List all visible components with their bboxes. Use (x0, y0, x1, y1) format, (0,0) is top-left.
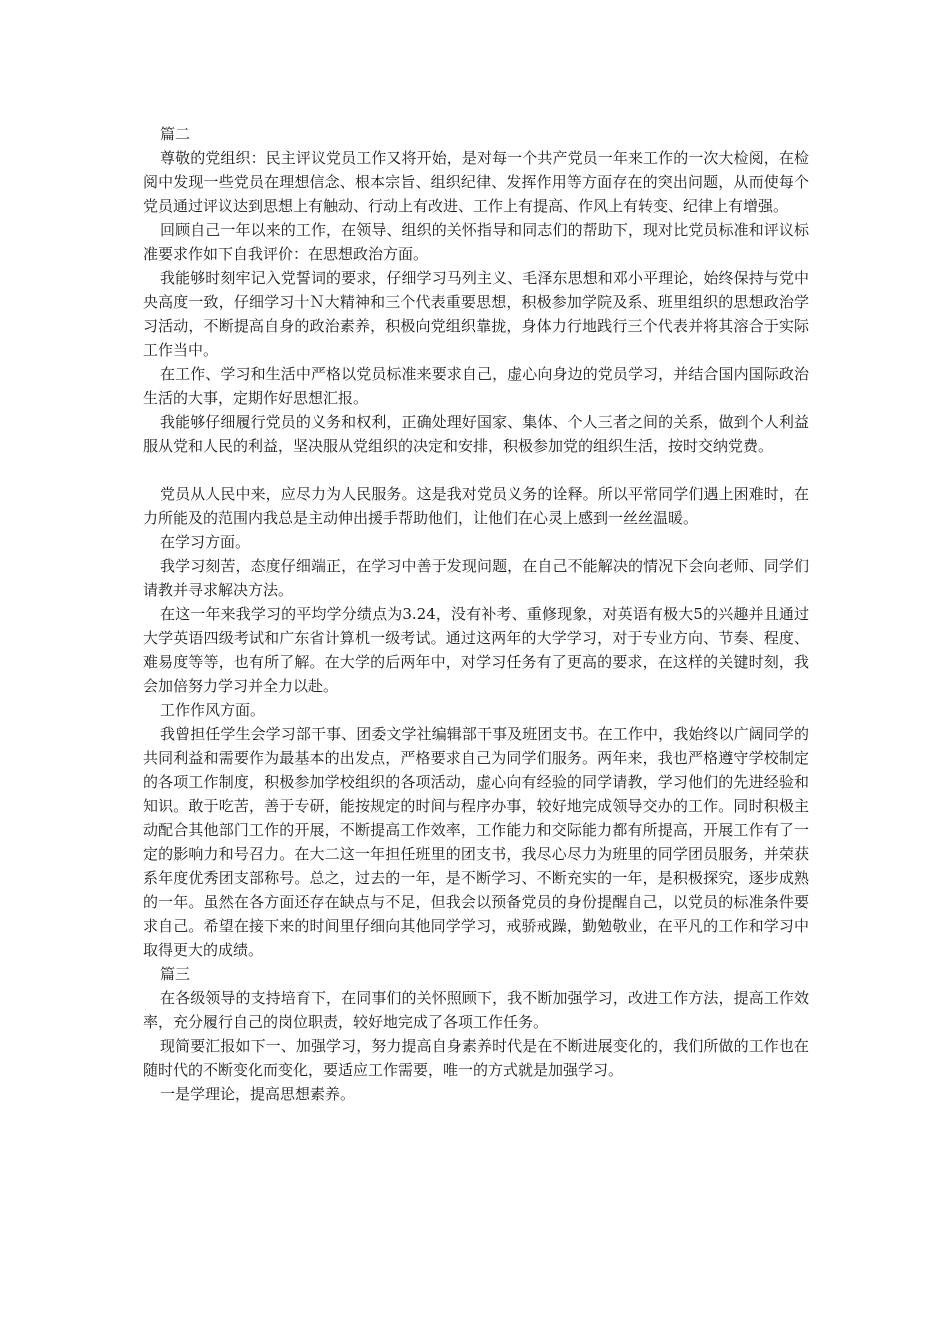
paragraph-strict-standards: 在工作、学习和生活中严格以党员标准来要求自己，虚心向身边的党员学习，并结合国内国际政治生活的大事，定期作好思想汇报。 (143, 365, 809, 407)
blank-line (143, 458, 809, 482)
paragraph-leadership-support: 在各级领导的支持培育下，在同事们的关怀照顾下，我不断加强学习，改进工作方法，提高工作效率，充分履行自己的岗位职责，较好地完成了各项工作任务。 (143, 989, 809, 1031)
section-heading-2: 篇二 (160, 125, 191, 143)
paragraph-report-summary: 现简要汇报如下一、加强学习，努力提高自身素养时代是在不断进展变化的，我们所做的工作也在随时代的不断变化而变化，要适应工作需要，唯一的方式就是加强学习。 (143, 1037, 809, 1079)
paragraph-salutation: 尊敬的党组织：民主评议党员工作又将开始，是对每一个共产党员一年来工作的一次大检阅，在检阅中发现一些党员在理想信念、根本宗旨、组织纪律、发挥作用等方面存在的突出问题，从而使每个党员通过评议达到思想上有触动、行动上有改进、工作上有提高、作风上有转变、纪律上有增强。 (143, 149, 809, 215)
section-heading-3: 篇三 (160, 965, 191, 983)
paragraph-duties-rights: 我能够仔细履行党员的义务和权利，正确处理好国家、集体、个人三者之间的关系，做到个人利益服从党和人民的利益，坚决服从党组织的决定和安排，积极参加党的组织生活，按时交纳党费。 (143, 413, 809, 455)
paragraph-learn-theory: 一是学理论，提高思想素养。 (160, 1085, 356, 1103)
paragraph-study-results: 在这一年来我学习的平均学分绩点为3.24，没有补考、重修现象，对英语有极大5的兴趣并且通过大学英语四级考试和广东省计算机一级考试。通过这两年的大学学习，对于专业方向、节奏、程度、难易度等等，也有所了解。在大学的后两年中，对学习任务有了更高的要求，在这样的关键时刻，我会加倍努力学习并全力以赴。 (143, 605, 809, 695)
paragraph-review: 回顾自己一年以来的工作，在领导、组织的关怀指导和同志们的帮助下，现对比党员标准和评议标准要求作如下自我评价：在思想政治方面。 (143, 221, 809, 263)
subheading-work-style: 工作作风方面。 (160, 701, 266, 719)
paragraph-serve-people: 党员从人民中来，应尽力为人民服务。这是我对党员义务的诠释。所以平常同学们遇上困难时，在力所能及的范围内我总是主动伸出援手帮助他们，让他们在心灵上感到一丝丝温暖。 (143, 485, 809, 527)
paragraph-study-attitude: 我学习刻苦，态度仔细端正，在学习中善于发现问题，在自己不能解决的情况下会向老师、同学们请教并寻求解决方法。 (143, 557, 809, 599)
paragraph-political-study: 我能够时刻牢记入党誓词的要求，仔细学习马列主义、毛泽东思想和邓小平理论，始终保持与党中央高度一致，仔细学习十Ｎ大精神和三个代表重要思想，积极参加学院及系、班里组织的思想政治学习活动，不断提高自身的政治素养，积极向党组织靠拢，身体力行地践行三个代表并将其溶合于实际工作当中。 (143, 269, 809, 359)
subheading-study: 在学习方面。 (160, 533, 251, 551)
paragraph-work-experience: 我曾担任学生会学习部干事、团委文学社编辑部干事及班团支书。在工作中，我始终以广阔同学的共同利益和需要作为最基本的出发点，严格要求自己为同学们服务。两年来，我也严格遵守学校制定的各项工作制度，积极参加学校组织的各项活动，虚心向有经验的同学请教，学习他们的先进经验和知识。敢于吃苦，善于专研，能按规定的时间与程序办事，较好地完成领导交办的工作。同时积极主动配合其他部门工作的开展，不断提高工作效率，工作能力和交际能力都有所提高，开展工作有了一定的影响力和号召力。在大二这一年担任班里的团支书，我尽心尽力为班里的同学团员服务，并荣获系年度优秀团支部称号。总之，过去的一年，是不断学习、不断充实的一年，是积极探究，逐步成熟的一年。虽然在各方面还存在缺点与不足，但我会以预备党员的身份提醒自己，以党员的标准条件要求自己。希望在接下来的时间里仔细向其他同学学习，戒骄戒躁，勤勉敬业，在平凡的工作和学习中取得更大的成绩。 (143, 725, 809, 959)
document-page (143, 122, 809, 1106)
